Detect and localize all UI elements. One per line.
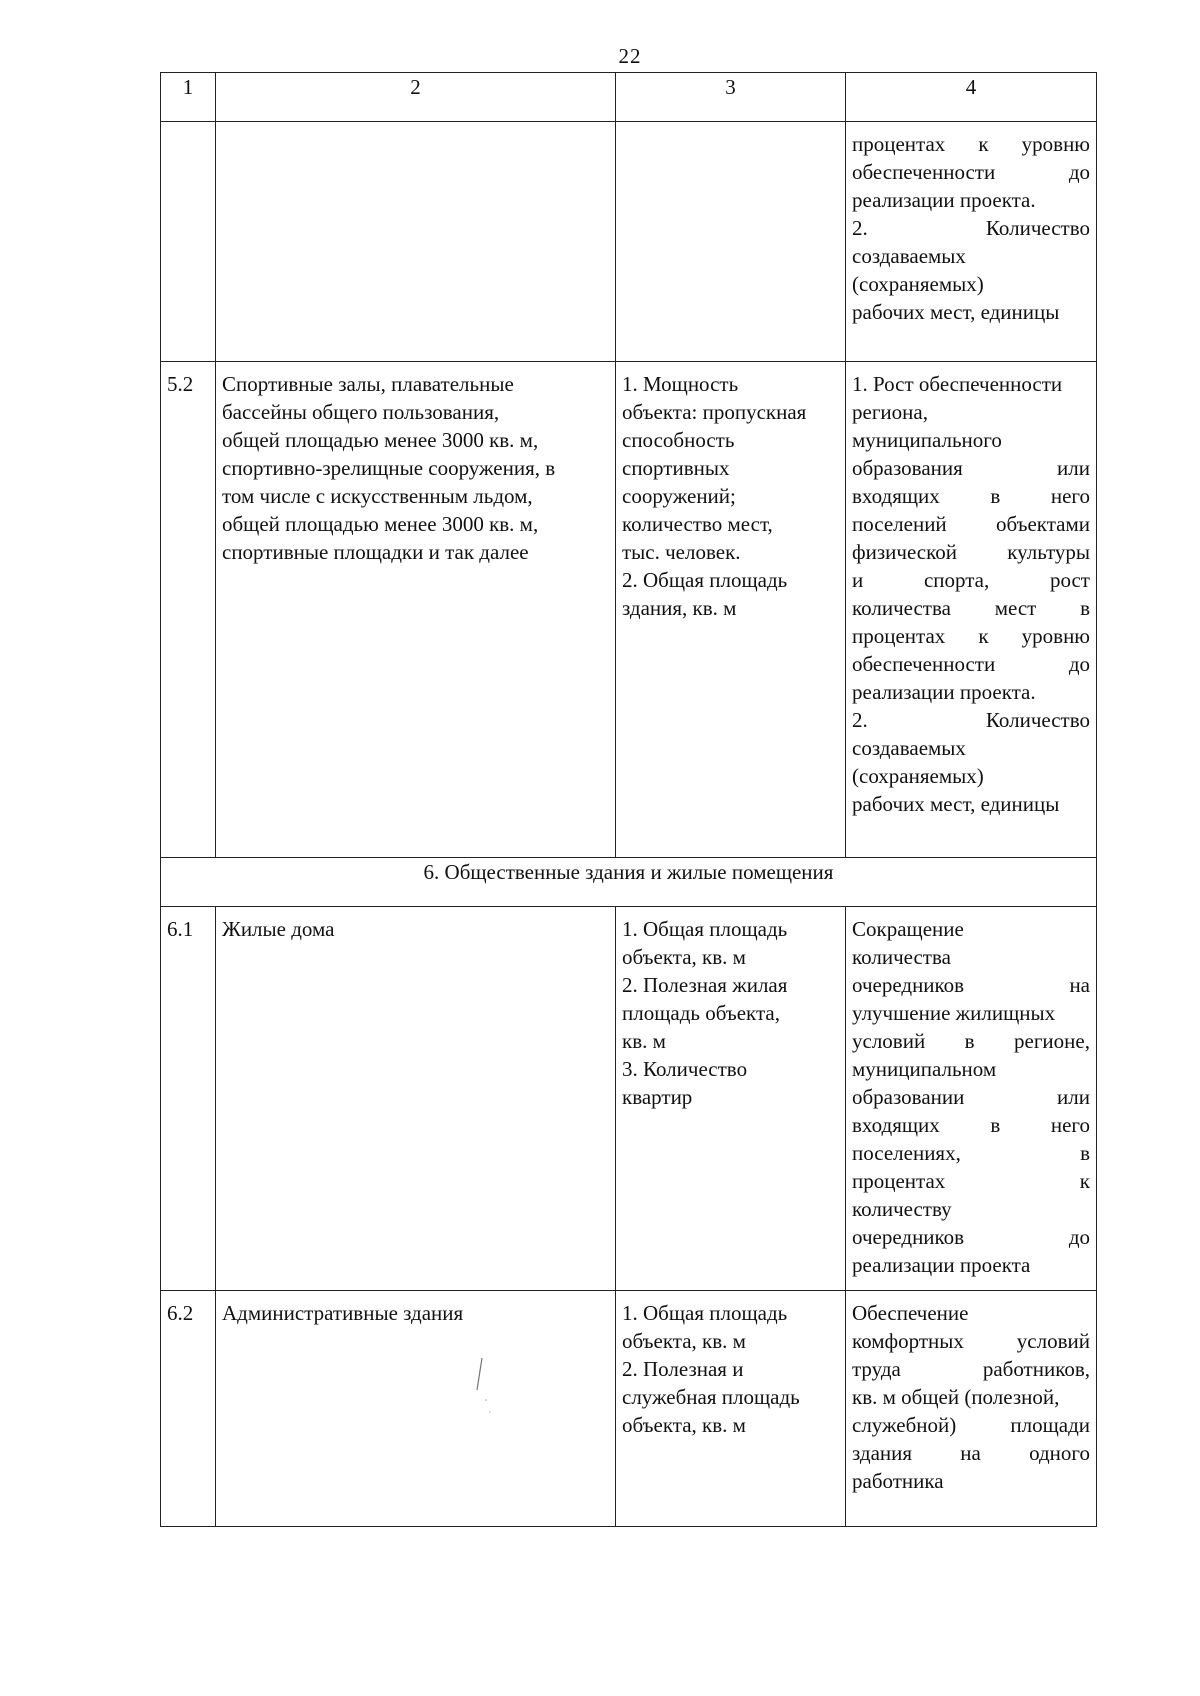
word: него: [1050, 1113, 1090, 1137]
text-line: спортивные площадки и так далее: [222, 540, 529, 564]
row-number-cell: [161, 122, 216, 362]
table-row: [161, 907, 1097, 1291]
word: Обеспечение: [852, 1301, 969, 1325]
word: Количество: [985, 708, 1090, 732]
row-number: [161, 122, 215, 130]
word: работника: [852, 1469, 944, 1493]
section-title: 6. Общественные здания и жилые помещения: [161, 858, 1097, 907]
word: обеспеченности: [852, 652, 996, 676]
page-number: 22: [618, 44, 642, 68]
text-line: объекта, кв. м: [622, 1413, 746, 1437]
word: до: [1068, 1225, 1090, 1249]
object-type-text: [216, 1291, 615, 1327]
word: создаваемых: [852, 736, 966, 760]
object-type-text: [216, 362, 615, 566]
word: 2.: [852, 708, 868, 732]
object-type-text: [216, 122, 615, 130]
text-line: [852, 790, 1090, 818]
text-line: [852, 398, 1090, 426]
indicator-cell: [846, 1291, 1097, 1527]
text-line: [852, 1027, 1090, 1055]
text-line: [852, 734, 1090, 762]
indicators-table: [160, 72, 1097, 1527]
word: муниципального: [852, 428, 1002, 452]
word: к: [978, 132, 989, 156]
text-line: [852, 130, 1090, 158]
indicator-text: [846, 1291, 1096, 1495]
text-line: способность: [622, 428, 735, 452]
text-line: количество мест,: [622, 512, 773, 536]
text-line: 2. Общая площадь: [622, 568, 788, 592]
text-line: объекта, кв. м: [622, 1329, 746, 1353]
text-line: [852, 1083, 1090, 1111]
word: до: [1068, 652, 1090, 676]
text-line: [852, 426, 1090, 454]
capacity-text: [616, 362, 845, 622]
indicator-cell: [846, 122, 1097, 362]
text-line: [852, 678, 1090, 706]
word: очередников: [852, 973, 965, 997]
text-line: площадь объекта,: [622, 1001, 780, 1025]
text-line: [852, 999, 1090, 1027]
text-line: том числе с искусственным льдом,: [222, 484, 533, 508]
text-line: 2. Полезная и: [622, 1357, 744, 1381]
capacity-text: [616, 122, 845, 130]
text-line: спортивно-зрелищные сооружения, в: [222, 456, 556, 480]
header-cell-1: 1: [161, 73, 216, 122]
row-number: 6.1: [167, 917, 194, 941]
word: или: [1057, 456, 1090, 480]
text-line: 1. Общая площадь: [622, 917, 788, 941]
row-number-cell: [161, 907, 216, 1291]
text-line: [852, 1411, 1090, 1439]
word: количеству: [852, 1197, 952, 1221]
word: мест: [994, 596, 1037, 620]
word: него: [1050, 484, 1090, 508]
text-line: [852, 1055, 1090, 1083]
word: физической: [852, 540, 957, 564]
word: служебной): [852, 1413, 957, 1437]
text-line: [852, 1299, 1090, 1327]
text-line: Административные здания: [222, 1301, 464, 1325]
text-line: [852, 566, 1090, 594]
text-line: [852, 1355, 1090, 1383]
word: рабочих мест, единицы: [852, 792, 1060, 816]
table-row: [161, 1291, 1097, 1527]
word: уровню: [1021, 624, 1090, 648]
word: обеспеченности: [852, 160, 996, 184]
header-cell-3: 3: [616, 73, 846, 122]
word: труда: [852, 1357, 901, 1381]
word: образовании: [852, 1085, 965, 1109]
word: рост: [1049, 568, 1090, 592]
indicator-text: [846, 907, 1096, 1279]
word: одного: [1029, 1441, 1090, 1465]
text-line: [852, 1111, 1090, 1139]
text-line: [852, 370, 1090, 398]
text-line: [852, 454, 1090, 482]
word: образования: [852, 456, 963, 480]
text-line: [852, 186, 1090, 214]
word: уровню: [1021, 132, 1090, 156]
word: к: [1079, 1169, 1090, 1193]
word: комфортных: [852, 1329, 964, 1353]
text-line: [852, 762, 1090, 790]
word: процентах: [852, 1169, 946, 1193]
text-line: тыс. человек.: [622, 540, 741, 564]
text-line: [852, 1439, 1090, 1467]
text-line: здания, кв. м: [622, 596, 737, 620]
word: условий: [852, 1029, 926, 1053]
word: в: [1080, 1141, 1090, 1165]
word: поселениях,: [852, 1141, 961, 1165]
text-line: спортивных: [622, 456, 730, 480]
text-line: объекта: пропускная: [622, 400, 807, 424]
word: (сохраняемых): [852, 272, 984, 296]
text-line: общей площадью менее 3000 кв. м,: [222, 428, 539, 452]
text-line: [852, 915, 1090, 943]
row-number: 6.2: [167, 1301, 194, 1325]
text-line: [852, 270, 1090, 298]
header-cell-2: 2: [216, 73, 616, 122]
word: очередников: [852, 1225, 965, 1249]
capacity-text: [616, 907, 845, 1111]
text-line: [852, 1467, 1090, 1495]
word: в: [1080, 596, 1090, 620]
object-type-cell: [216, 1291, 616, 1527]
text-line: [852, 971, 1090, 999]
text-line: [852, 943, 1090, 971]
text-line: [852, 1223, 1090, 1251]
text-line: бассейны общего пользования,: [222, 400, 500, 424]
word: входящих: [852, 484, 940, 508]
text-line: 1. Общая площадь: [622, 1301, 788, 1325]
text-line: [852, 242, 1090, 270]
word: региона,: [852, 400, 928, 424]
text-line: [852, 214, 1090, 242]
indicator-cell: [846, 362, 1097, 858]
text-line: служебная площадь: [622, 1385, 800, 1409]
text-line: [852, 1139, 1090, 1167]
word: к: [978, 624, 989, 648]
capacity-text: [616, 1291, 845, 1439]
word: 1. Рост обеспеченности: [852, 372, 1063, 396]
text-line: 1. Мощность: [622, 372, 739, 396]
text-line: [852, 622, 1090, 650]
text-line: квартир: [622, 1085, 693, 1109]
object-type-cell: [216, 907, 616, 1291]
word: кв. м общей (полезной,: [852, 1385, 1060, 1409]
text-line: Жилые дома: [222, 917, 335, 941]
word: условий: [1016, 1329, 1090, 1353]
text-line: [852, 1167, 1090, 1195]
object-type-text: [216, 907, 615, 943]
header-row: [161, 73, 1097, 122]
word: в: [990, 1113, 1001, 1137]
word: муниципальном: [852, 1057, 997, 1081]
text-line: 2. Полезная жилая: [622, 973, 788, 997]
row-number-cell: [161, 1291, 216, 1527]
text-line: [852, 538, 1090, 566]
word: спорта,: [923, 568, 990, 592]
word: входящих: [852, 1113, 940, 1137]
text-line: [852, 298, 1090, 326]
text-line: [852, 706, 1090, 734]
indicator-cell: [846, 907, 1097, 1291]
row-number-cell: [161, 362, 216, 858]
word: реализации проекта.: [852, 680, 1036, 704]
text-line: [852, 510, 1090, 538]
capacity-cell: [616, 907, 846, 1291]
word: рабочих мест, единицы: [852, 300, 1060, 324]
capacity-cell: [616, 122, 846, 362]
text-line: [852, 1251, 1090, 1279]
text-line: Спортивные залы, плавательные: [222, 372, 514, 396]
text-line: общей площадью менее 3000 кв. м,: [222, 512, 539, 536]
word: процентах: [852, 624, 946, 648]
word: процентах: [852, 132, 946, 156]
text-line: [852, 1327, 1090, 1355]
section-row: [161, 858, 1097, 907]
header-cell-4: 4: [846, 73, 1097, 122]
word: в: [964, 1029, 975, 1053]
word: до: [1068, 160, 1090, 184]
indicator-text: [846, 122, 1096, 326]
pen-mark: [468, 1356, 498, 1416]
word: реализации проекта: [852, 1253, 1031, 1277]
word: здания: [852, 1441, 913, 1465]
word: поселений: [852, 512, 947, 536]
word: Сокращение: [852, 917, 964, 941]
text-line: кв. м: [622, 1029, 666, 1053]
word: работников,: [982, 1357, 1090, 1381]
word: культуры: [1007, 540, 1090, 564]
text-line: [852, 1383, 1090, 1411]
capacity-cell: [616, 362, 846, 858]
object-type-cell: [216, 122, 616, 362]
row-number: 5.2: [167, 372, 194, 396]
text-line: [852, 482, 1090, 510]
word: на: [960, 1441, 981, 1465]
capacity-cell: [616, 1291, 846, 1527]
word: регионе,: [1014, 1029, 1090, 1053]
word: Количество: [985, 216, 1090, 240]
indicator-text: [846, 362, 1096, 818]
text-line: объекта, кв. м: [622, 945, 746, 969]
text-line: [852, 1195, 1090, 1223]
table-row: [161, 362, 1097, 858]
word: площади: [1010, 1413, 1090, 1437]
word: количества: [852, 945, 951, 969]
word: в: [990, 484, 1001, 508]
text-line: [852, 650, 1090, 678]
word: создаваемых: [852, 244, 966, 268]
table-row: [161, 122, 1097, 362]
word: количества: [852, 596, 951, 620]
text-line: сооружений;: [622, 484, 736, 508]
text-line: [852, 158, 1090, 186]
word: объектами: [995, 512, 1090, 536]
word: и: [852, 568, 864, 592]
word: (сохраняемых): [852, 764, 984, 788]
word: 2.: [852, 216, 868, 240]
word: на: [1069, 973, 1090, 997]
word: улучшение жилищных: [852, 1001, 1056, 1025]
text-line: 3. Количество: [622, 1057, 748, 1081]
object-type-cell: [216, 362, 616, 858]
word: реализации проекта.: [852, 188, 1036, 212]
text-line: [852, 594, 1090, 622]
word: или: [1057, 1085, 1090, 1109]
